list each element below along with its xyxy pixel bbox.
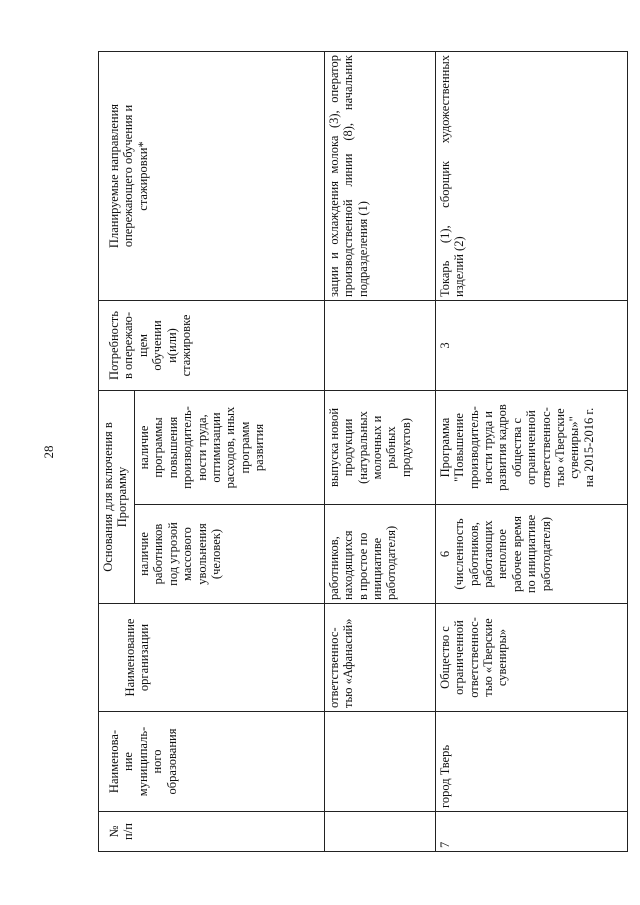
header-row-top	[99, 52, 135, 852]
cell-grounds-workers: работников, находящихся в простое по инициативе работодателя)	[324, 505, 435, 604]
cell-need: 3	[435, 301, 627, 391]
cell-need	[324, 301, 435, 391]
table-row	[324, 52, 435, 852]
program-table	[98, 51, 628, 852]
cell-num	[324, 812, 435, 852]
header-need: Потребность в опережаю- щем обучении и(или) стажировке	[99, 301, 325, 391]
header-grounds: Основания для включения в Программу	[99, 391, 135, 604]
table-row	[435, 52, 627, 852]
cell-municipality	[324, 712, 435, 812]
header-organization: Наименование организации	[99, 604, 325, 712]
cell-municipality: город Тверь	[435, 712, 627, 812]
header-municipality: Наименова- ние муниципаль- ного образования	[99, 712, 325, 812]
cell-num: 7	[435, 812, 627, 852]
rotated-table-container	[98, 52, 628, 852]
header-grounds-program: наличие программы повышения производитель- ности труда, оптимизации расходов, иных программ развития	[135, 391, 325, 505]
cell-grounds-program: выпуска новой продукции (натуральных молочных и рыбных продуктов)	[324, 391, 435, 505]
page-number: 28	[41, 445, 56, 459]
cell-grounds-workers: 6 (численность работников, работающих неполное рабочее время по инициативе работодателя)	[435, 505, 627, 604]
cell-grounds-program: Программа "Повышение производитель- ности труда и развития кадров общества с ограниченной ответственнос- тью «Тверские сувениры»" на 2015-2016 г.	[435, 391, 627, 505]
header-grounds-workers: наличие работников под угрозой массового увольнения (человек)	[135, 505, 325, 604]
cell-directions: Токарь (1), сборщик художественных изделий (2)	[435, 52, 627, 301]
cell-organization: ответственнос- тью «Афанасий»	[324, 604, 435, 712]
header-num: № п/п	[99, 812, 325, 852]
cell-organization: Общество с ограниченной ответственнос- тью «Тверские сувениры»	[435, 604, 627, 712]
cell-directions: зации и охлаждения молока (3), оператор производственной линии (8), начальник подразделения (1)	[324, 52, 435, 301]
header-directions: Планируемые направления опережающего обучения и стажировки*	[99, 52, 325, 301]
